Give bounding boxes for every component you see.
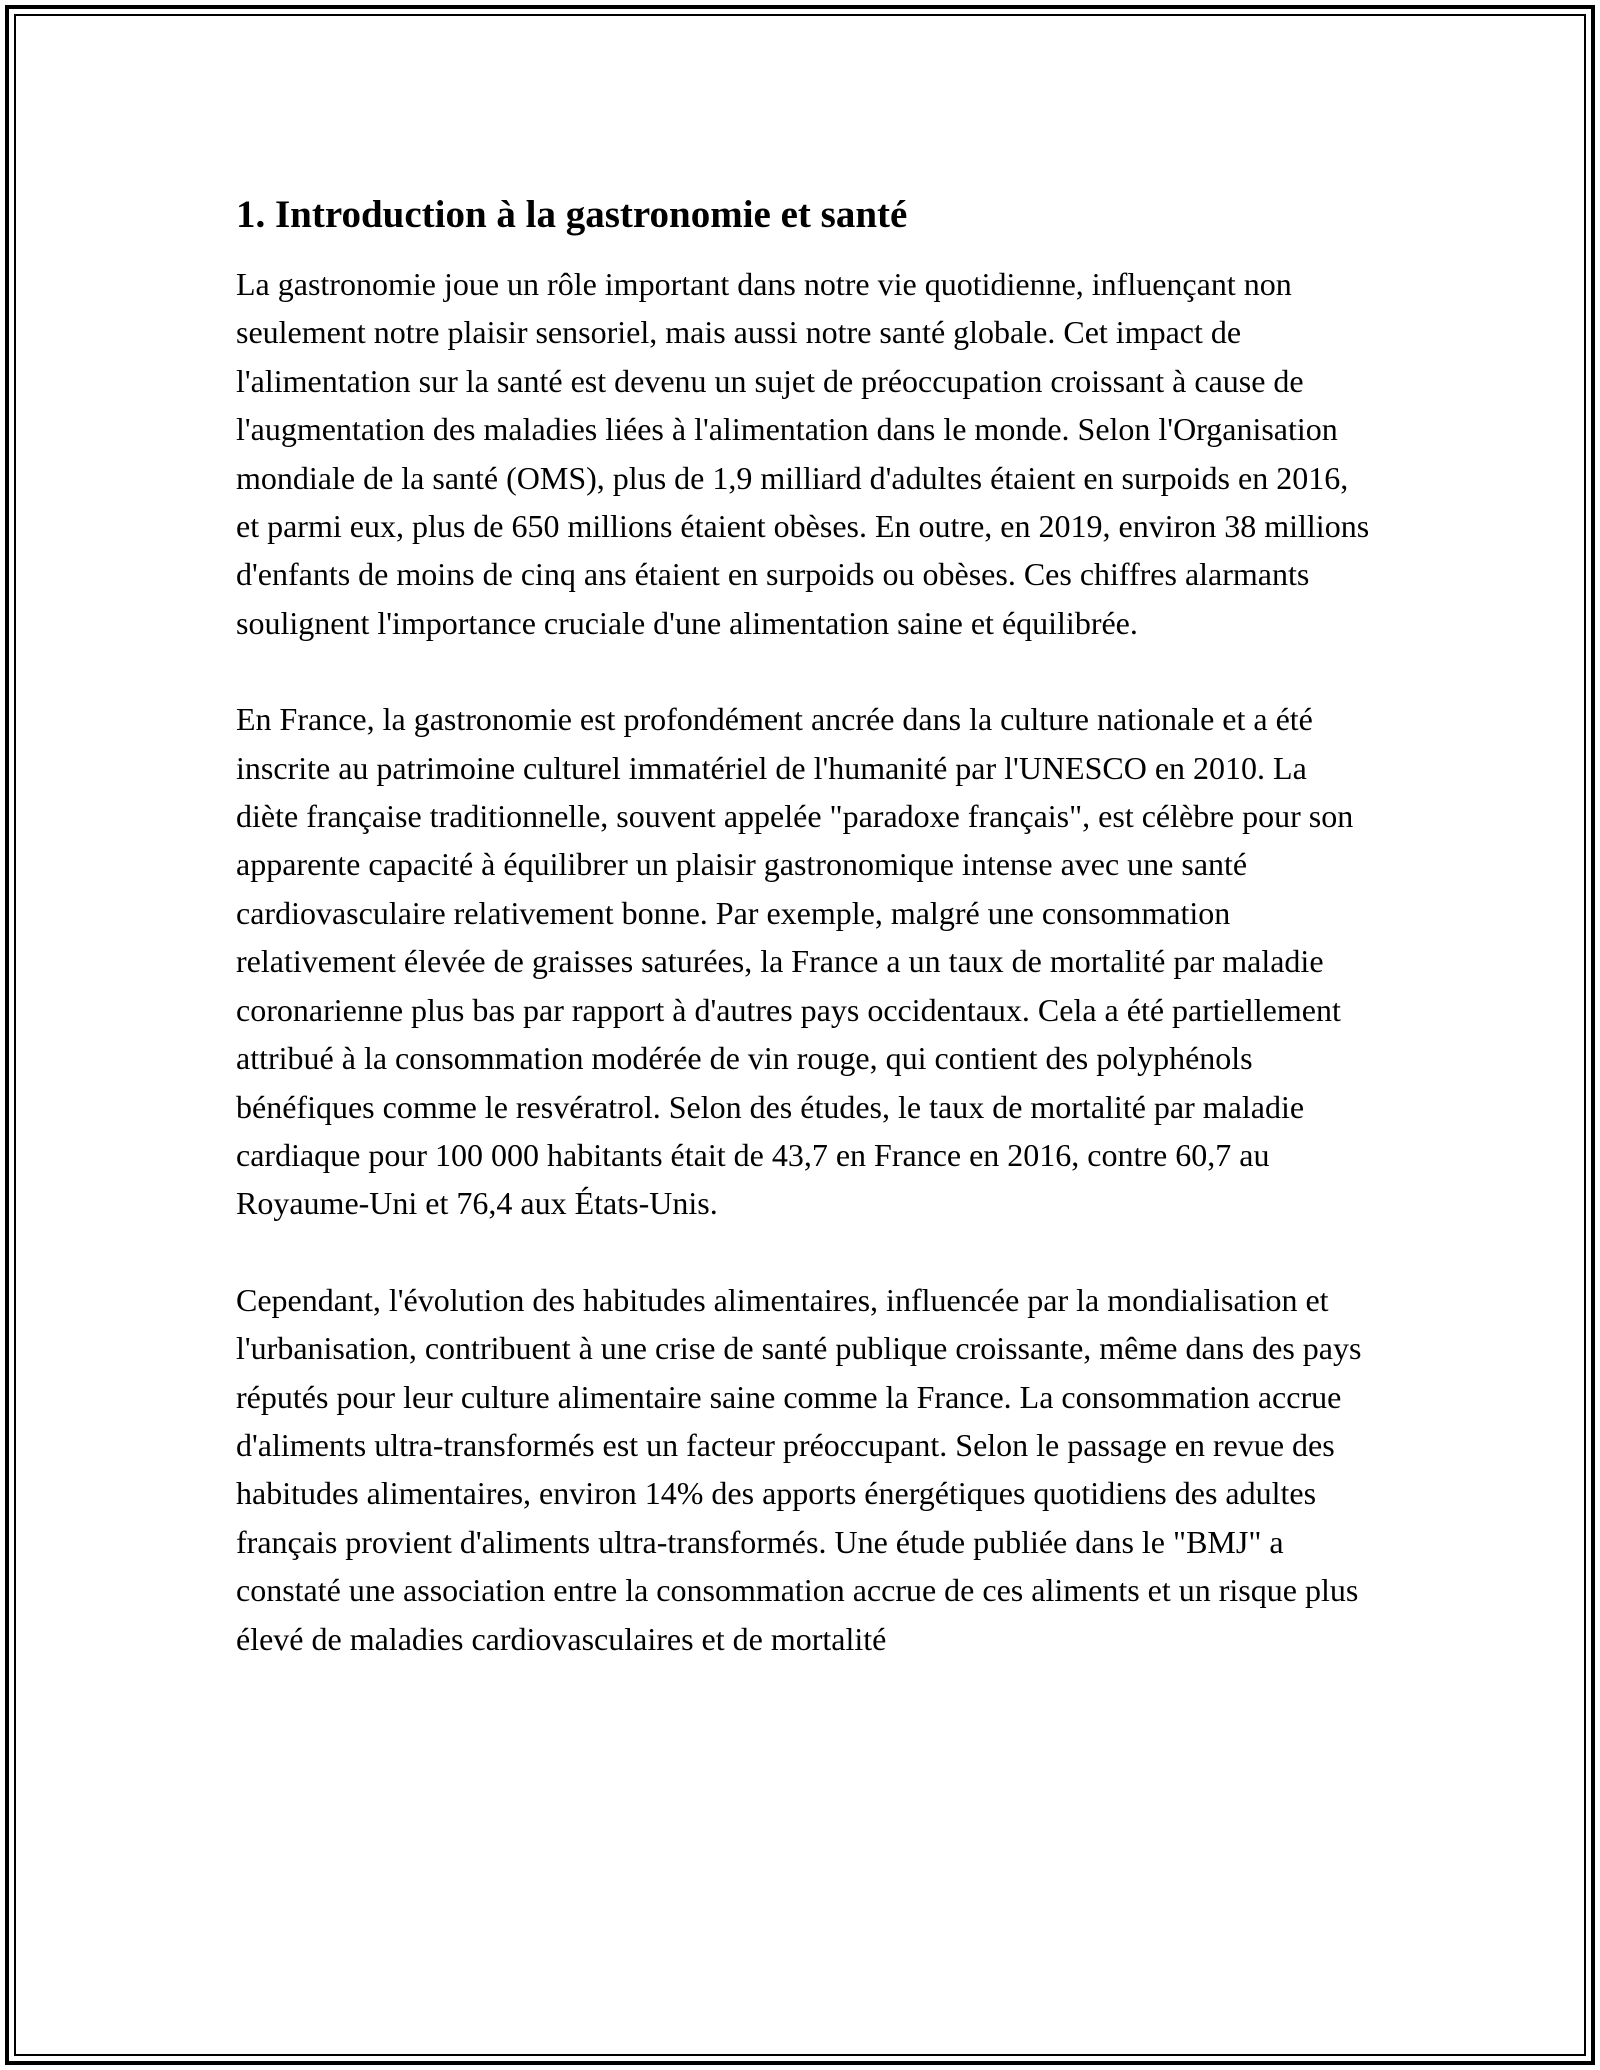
- paragraph-1: La gastronomie joue un rôle important dans notre vie quotidienne, influençant non seulement notre plaisir sensoriel, mais aussi notre santé globale. Cet impact de l'alimentation sur la santé est devenu un sujet de préoccupation croissant à cause de l'augmentation des maladies liées à l'alimentation dans le monde. Selon l'Organisation mondiale de la santé (OMS), plus de 1,9 milliard d'adultes étaient en surpoids en 2016, et parmi eux, plus de 650 millions étaient obèses. En outre, en 2019, environ 38 millions d'enfants de moins de cinq ans étaient en surpoids ou obèses. Ces chiffres alarmants soulignent l'importance cruciale d'une alimentation saine et équilibrée.: [236, 266, 1370, 641]
- paragraph-2: En France, la gastronomie est profondément ancrée dans la culture nationale et a été inscrite au patrimoine culturel immatériel de l'humanité par l'UNESCO en 2010. La diète française traditionnelle, souvent appelée "paradoxe français", est célèbre pour son apparente capacité à équilibrer un plaisir gastronomique intense avec une santé cardiovasculaire relativement bonne. Par exemple, malgré une consommation relativement élevée de graisses saturées, la France a un taux de mortalité par maladie coronarienne plus bas par rapport à d'autres pays occidentaux. Cela a été partiellement attribué à la consommation modérée de vin rouge, qui contient des polyphénols bénéfiques comme le resvératrol. Selon des études, le taux de mortalité par maladie cardiaque pour 100 000 habitants était de 43,7 en France en 2016, contre 60,7 au Royaume-Uni et 76,4 aux États-Unis.: [236, 701, 1354, 1222]
- section-heading: 1. Introduction à la gastronomie et santé: [236, 193, 908, 236]
- document-body: [236, 190, 1376, 1711]
- paragraph-3: Cependant, l'évolution des habitudes alimentaires, influencée par la mondialisation et l'urbanisation, contribuent à une crise de santé publique croissante, même dans des pays réputés pour leur culture alimentaire saine comme la France. La consommation accrue d'aliments ultra-transformés est un facteur préoccupant. Selon le passage en revue des habitudes alimentaires, environ 14% des apports énergétiques quotidiens des adultes français provient d'aliments ultra-transformés. Une étude publiée dans le "BMJ" a constaté une association entre la consommation accrue de ces aliments et un risque plus élevé de maladies cardiovasculaires et de mortalité: [236, 1281, 1362, 1657]
